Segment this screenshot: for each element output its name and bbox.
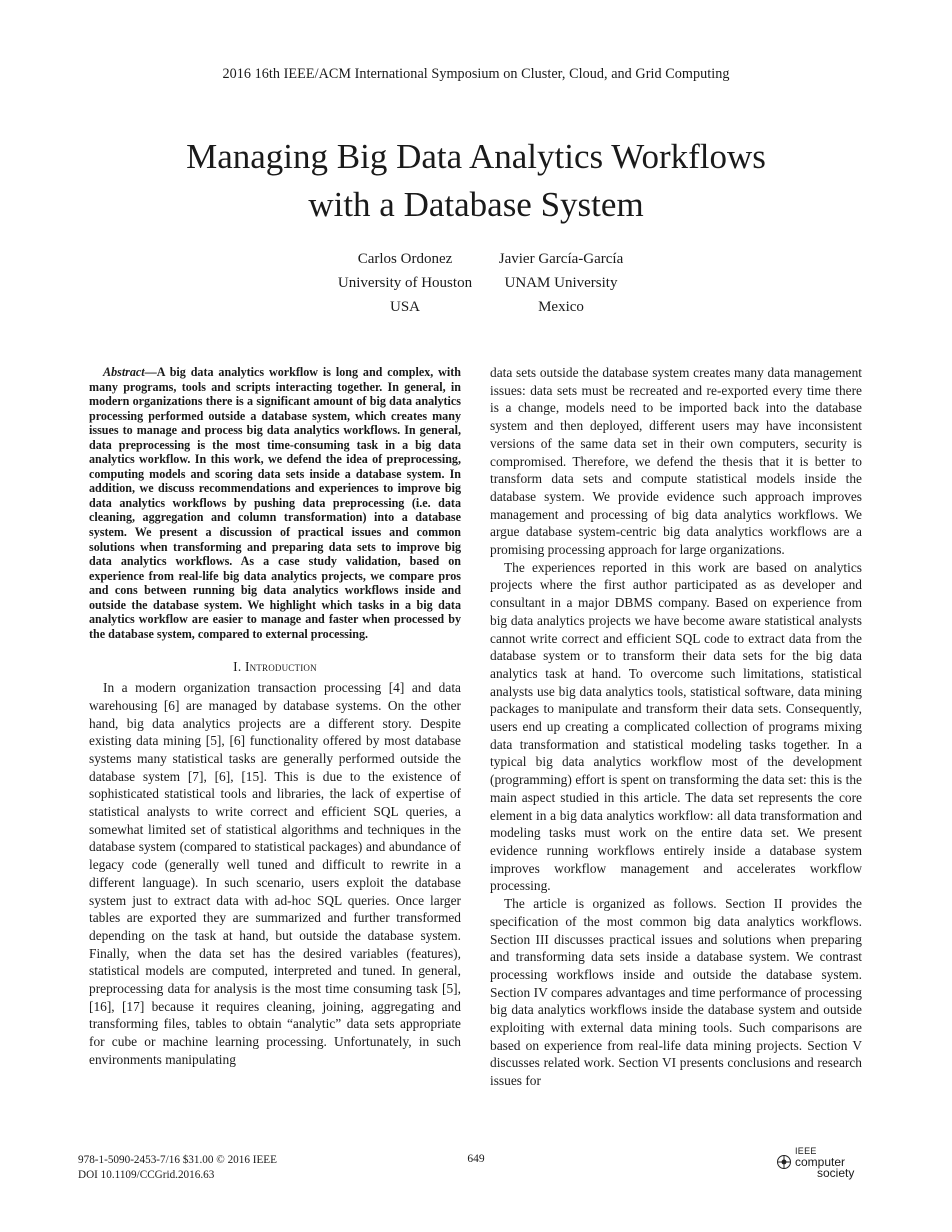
abstract-label: Abstract xyxy=(103,365,145,379)
section-heading xyxy=(89,658,461,676)
abstract xyxy=(89,365,461,641)
author-name: Javier García-García xyxy=(498,251,624,267)
ieee-cs-emblem-icon xyxy=(776,1154,792,1170)
section-number: I. xyxy=(233,659,242,675)
ieee-computer-society-logo xyxy=(776,1146,866,1178)
logo-computer-text: computer xyxy=(795,1155,846,1169)
doi-line: DOI 10.1109/CCGrid.2016.63 xyxy=(78,1168,215,1181)
body-paragraph: data sets outside the database system creates many data management issues: data sets must be recreated and re-exported every time there is a change, models need to be imported back into the database system and then deployed, different users may have inconsistent versions of the same data set in their own computers, security is compromised. Therefore, we defend the thesis that it is better to transform data sets and compute statistical models inside the database system. We provide evidence such approach improves management and processing of big data analytics workflows. We argue database system-centric big data analytics workflows are a promising processing approach for large organizations. xyxy=(490,365,862,558)
author-country: USA xyxy=(389,299,420,315)
logo-ieee-text: IEEE xyxy=(795,1146,817,1156)
title-line-2: with a Database System xyxy=(308,185,644,224)
left-column xyxy=(89,365,461,1069)
author-country: Mexico xyxy=(538,299,584,315)
section-title: Introduction xyxy=(244,659,317,675)
body-paragraph: The experiences reported in this work are based on analytics projects where the first author participated as as developer and consultant in a major DBMS company. Based on experience from big data analytics projects we have become aware statistical analysts cannot write correct and efficient SQL code to extract data from the database system or to transform their data sets for the big data analytics task at hand. To overcome such limitations, statistical analysts use big data analytics tools, statistical software, data mining packages to manipulate and transform their data sets. Consequently, users end up creating a complicated collection of programs mixing data transformation and statistical modeling tasks together. In a typical big data analytics workflow most of the development (programming) effort is spent on transforming the data set: this is the main aspect studied in this article. The data set represents the core element in a big data analytics workflow: all data transformation and modeling tasks must work on the entire data set. We present evidence running workflows entirely inside a database system improves workflow management and accelerates workflow processing. xyxy=(490,559,862,894)
body-paragraph: The article is organized as follows. Section II provides the specification of the most common big data analytics workflows. Section III discusses practical issues and solutions when preparing and transforming data sets inside a database system. We contrast processing workflows inside and outside the database system. Section IV compares advantages and time performance of processing big data analytics workflows inside the database system and outside exploiting with external data mining tools. Such comparisons are based on experience from real-life data mining projects. Section V discusses related work. Section VI presents conclusions and research issues for xyxy=(490,896,862,1089)
right-column xyxy=(490,364,862,1090)
abstract-text: —A big data analytics workflow is long and complex, with many programs, tools and scripts interacting together. In general, in modern organizations there is a significant amount of big data analytics processing performed outside a database system, which creates many issues to manage and process big data analytics workflows. In general, data preprocessing is the most time-consuming task in a big data analytics workflow. In this work, we defend the idea of preprocessing, computing models and scoring data sets inside a database system. In addition, we discuss recommendations and experiences to improve big data analytics workflows by pushing data preprocessing (i.e. data cleaning, aggregation and column transformation) into a database system. We present a discussion of practical issues and common solutions when transforming and preparing data sets to improve big data analytics workflows. As a case study validation, based on experience from real-life big data analytics projects, we compare pros and cons between running big data analytics workflows inside and outside the database system. We highlight which tasks in a big data analytics workflow are easier to manage and faster when processed by the database system, compared to external processing. xyxy=(89,365,461,641)
author-affiliation: University of Houston xyxy=(337,275,473,291)
paper-title xyxy=(0,133,952,229)
isbn-line: 978-1-5090-2453-7/16 $31.00 © 2016 IEEE xyxy=(78,1154,277,1166)
author-name: Carlos Ordonez xyxy=(357,251,453,267)
body-paragraph: In a modern organization transaction processing [4] and data warehousing [6] are managed by database systems. On the other hand, big data analytics projects are a different story. Despite existing data mining [5], [6] functionality offered by most database systems many statistical tasks are generally performed outside the database system [7], [6], [15]. This is due to the existence of sophisticated statistical tools and libraries, the lack of expertise of statistical analysts to write correct and efficient SQL queries, a somewhat limited set of statistical algorithms and techniques in the database system (compared to statistical packages) and abundance of legacy code (generally well tuned and difficult to rewrite in a different language). In such scenario, users exploit the database system just to extract data with ad-hoc SQL queries. Once larger tables are exported they are summarized and further transformed depending on the task at hand, but outside the database system. Finally, when the data set has the desired variables (features), statistical models are computed, interpreted and tuned. In general, preprocessing data for analysis is the most time consuming task [5], [16], [17] because it requires cleaning, joining, aggregating and transforming files, tables to obtain “analytic” data sets appropriate for cube or machine learning processing. Unfortunately, in such environments manipulating xyxy=(89,680,461,1067)
logo-society-text: society xyxy=(817,1166,855,1180)
author-affiliation: UNAM University xyxy=(504,275,618,291)
conference-header: 2016 16th IEEE/ACM International Symposium on Cluster, Cloud, and Grid Computing xyxy=(222,66,730,82)
author-block-2 xyxy=(488,247,634,319)
title-line-1: Managing Big Data Analytics Workflows xyxy=(186,137,766,176)
author-block-1 xyxy=(330,247,480,319)
page-number: 649 xyxy=(467,1153,485,1165)
